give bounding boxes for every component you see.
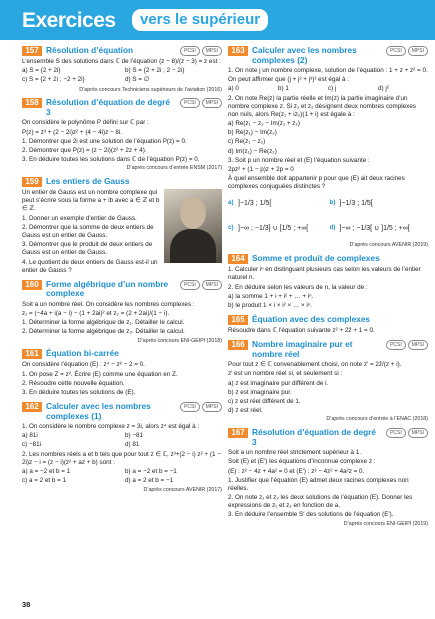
exercise-header xyxy=(22,46,222,56)
exercise-line: On considère l’équation (E) : z⁴ − z² − 2 = 0. xyxy=(22,361,145,369)
exercise-number: 159 xyxy=(22,177,42,187)
exercise-tags xyxy=(386,46,428,56)
answer-grid xyxy=(22,468,222,486)
exercise-number: 164 xyxy=(228,254,248,264)
option-letter: a) xyxy=(228,199,234,207)
exercise-157 xyxy=(22,46,222,93)
answer-option: d) j² xyxy=(378,85,389,93)
exercise-line: Soit a un nombre réel strictement supérieur à 1. xyxy=(228,449,362,457)
interval-option xyxy=(330,193,429,215)
exercise-165 xyxy=(228,315,428,335)
source-note: D’après concours AVENIR (2017) xyxy=(143,487,222,494)
tag-badge: MPSI xyxy=(202,46,222,56)
exercise-header xyxy=(228,428,428,447)
interval-option xyxy=(228,193,327,215)
exercise-body xyxy=(22,361,222,397)
portrait-coat xyxy=(170,229,216,263)
exercise-title: Calculer avec les nombres complexes (2) xyxy=(252,45,357,65)
option-interval: ]−∞ ; −1/3] ∪ [1/5 ; +∞[ xyxy=(238,225,309,233)
answer-option: a) S = {2 + 2i} xyxy=(22,67,61,75)
source-note: D’après concours d’entrée à l’ENAC (2018) xyxy=(326,416,428,423)
exercise-line: 1. Démontrer que 2i est une solution de l’équation P(z) = 0. xyxy=(22,137,187,145)
interval-options xyxy=(228,193,428,240)
exercise-body xyxy=(22,119,222,164)
exercise-167 xyxy=(228,428,428,527)
exercise-tags xyxy=(386,340,428,350)
exercise-line: 1. On note j un nombre complexe, solution de l’équation : 1 + z + z² = 0. xyxy=(228,67,428,74)
exercise-body xyxy=(228,67,428,240)
left-column xyxy=(22,46,222,499)
exercise-line: 1. On pose Z = z². Écrire (E) comme une équation en Z. xyxy=(22,370,178,378)
answer-option: a) 0 xyxy=(228,85,239,93)
exercise-line: Pour tout z ∈ ℂ convenablement choisi, on note z′ = 2z̄/(z + i). xyxy=(228,361,402,369)
answer-option: d) 81 xyxy=(125,441,140,449)
exercise-line: c) z est réel différent de 1. xyxy=(228,398,301,405)
source-note: D’après concours AVENIR (2019) xyxy=(349,242,428,249)
exercise-163 xyxy=(228,46,428,249)
answer-option: c) a = 2 et b = 1 xyxy=(22,477,67,485)
interval-option xyxy=(330,218,429,240)
exercise-number: 157 xyxy=(22,46,42,56)
exercise-158 xyxy=(22,98,222,172)
tag-badge: PCSI xyxy=(386,46,406,56)
exercise-line: On peut affirmer que (j + j² + j³)³ est égal à : xyxy=(228,76,349,84)
answer-grid xyxy=(22,67,222,85)
tag-badge: PCSI xyxy=(180,46,200,56)
exercise-line: b) le produit 1 × i × i² × … × iⁿ. xyxy=(228,301,312,309)
exercise-line: 2. En déduire selon les valeurs de n, la valeur de : xyxy=(228,283,368,291)
exercise-title: Les entiers de Gauss xyxy=(46,176,130,187)
exercise-line: Soit a un nombre réel. On considère les nombres complexes : xyxy=(22,300,195,308)
exercise-number: 163 xyxy=(228,46,248,56)
option-interval: ]−1/3 ; 1/5[ xyxy=(238,200,272,208)
exercise-header xyxy=(22,349,222,359)
exercise-title: Forme algébrique d’un nombre complexe xyxy=(46,278,169,299)
exercise-line: L’ensemble S des solutions dans ℂ de l’équation (z − 8)/(z − 3) = z est : xyxy=(22,58,221,65)
tag-badge: PCSI xyxy=(180,98,200,108)
exercise-line: 1. Déterminer la forme algébrique de z₁. Détailler le calcul. xyxy=(22,319,185,327)
exercise-header xyxy=(228,254,428,264)
exercise-title: Nombre imaginaire pur et nombre réel xyxy=(252,339,353,359)
source-note: D’après concours d’entrée ENSM (2017) xyxy=(126,165,222,172)
answer-option: a) 81i xyxy=(22,432,38,440)
exercise-number: 162 xyxy=(22,402,42,412)
exercise-body xyxy=(228,327,428,335)
option-interval: ]−1/3 ; 1/5[ xyxy=(339,200,373,208)
answer-option: d) S = ∅ xyxy=(125,76,150,84)
exercise-tags xyxy=(386,428,428,438)
exercise-line: P(z) = z³ + (2 − 2i)z² + (4 − 4i)z − 8i. xyxy=(22,128,123,136)
exercise-title: Résolution d’équation de degré 3 xyxy=(46,97,170,117)
exercise-header xyxy=(22,98,222,117)
exercise-line: 2. Les nombres réels a et b tels que pour tout z ∈ ℂ, z³+(2 − i) z² + (1 − 2i)z − i = (z − i)(z² + az + b) sont : xyxy=(22,450,221,466)
exercise-line: z₁ = (−4a + i(a − i) − (1 + 2ai)² et z₂ = (2 + 2ai)/(1 − i). xyxy=(22,310,170,318)
exercise-title: Équation avec des complexes xyxy=(252,314,371,325)
tag-badge: PCSI xyxy=(180,280,200,290)
exercise-line: 3. En déduire toutes les solutions dans ℂ de l’équation P(z) = 0. xyxy=(22,156,200,164)
page-subtitle: vers le supérieur xyxy=(132,9,268,31)
exercise-title: Équation bi-carrée xyxy=(46,348,119,359)
exercise-line: 4. Le quotient de deux entiers de Gauss est-il un entier de Gauss ? xyxy=(22,258,158,274)
answer-option: b) S = {2 + 2i ; 2 − 2i} xyxy=(125,67,185,75)
tag-badge: PCSI xyxy=(386,428,406,438)
exercise-tags xyxy=(180,98,222,108)
exercise-line: c) Re(z₁ − z₂) xyxy=(228,138,266,146)
exercise-title: Résolution d’équation de degré 3 xyxy=(252,427,376,447)
exercise-title: Calculer avec les nombres complexes (1) xyxy=(46,401,151,421)
exercise-tags xyxy=(180,402,222,412)
header-band xyxy=(0,0,435,40)
exercise-line: 2. On note Re(z) la partie réelle et Im(z) la partie imaginaire d’un nombre complexe z. Si z₁ et z₂ désignent deux nombres complexes non nuls, alors Re(z₁ + iz₂)(1 + i) est égale à : xyxy=(228,94,416,118)
exercise-line: À quel ensemble doit appartenir p pour que (E) ait deux racines complexes conjuguées distinctes ? xyxy=(228,175,405,191)
exercise-line: 1. On considère le nombre complexe z = 3i, alors z⁴ est égal à : xyxy=(22,423,200,431)
exercise-tags xyxy=(180,280,222,290)
tag-badge: MPSI xyxy=(408,46,428,56)
exercise-number: 158 xyxy=(22,98,42,108)
exercise-number: 161 xyxy=(22,349,42,359)
interval-option xyxy=(228,218,327,240)
tag-badge: PCSI xyxy=(180,402,200,412)
exercise-line: Résoudre dans ℂ l’équation suivante z² + 2z̄ + 1 = 0. xyxy=(228,327,375,335)
option-interval: ]−∞ ; −1/3[ ∪ ]1/5 ; +∞[ xyxy=(339,225,410,233)
exercise-line: z′ est un nombre réel si, et seulement si : xyxy=(228,370,343,378)
exercise-number: 167 xyxy=(228,428,248,438)
option-letter: d) xyxy=(329,224,336,232)
exercise-line: a) Re(z₁ − z₂ − Im(z₁ + z₂) xyxy=(228,120,300,128)
exercise-header xyxy=(228,46,428,65)
tag-badge: MPSI xyxy=(202,280,222,290)
exercise-line: 2. On note z₁ et z₂ les deux solutions de l’équation (E). Donner les expressions de z₁ et z₂ en fonction de a. xyxy=(228,494,413,510)
exercise-line: a) z est imaginaire pur différent de i. xyxy=(228,379,329,387)
tag-badge: MPSI xyxy=(202,402,222,412)
answer-option: a) a = −2 et b = 1 xyxy=(22,467,71,475)
exercise-body xyxy=(22,58,222,86)
tag-badge: MPSI xyxy=(408,428,428,438)
portrait-head xyxy=(180,197,206,229)
exercise-line: 1. Calculer iⁿ en distinguant plusieurs cas selon les valeurs de l’entier naturel n. xyxy=(228,266,421,282)
exercise-number: 166 xyxy=(228,340,248,350)
exercise-line: 1. Justifier que l’équation (E) admet deux racines complexes non réelles. xyxy=(228,476,409,492)
exercise-body xyxy=(22,301,222,337)
exercise-line: 2. Déterminer la forme algébrique de z₂. Détailler le calcul. xyxy=(22,328,185,336)
answer-option: b) 1 xyxy=(278,85,289,93)
source-note: D’après concours ENI-GEIPI (2019) xyxy=(343,520,428,527)
answer-grid xyxy=(228,85,428,94)
exercise-header xyxy=(22,280,222,299)
exercise-line: d) z est réel. xyxy=(228,407,263,415)
answer-option: c) S = {2 + 2i ; −2 + 2i} xyxy=(22,76,85,84)
exercise-164 xyxy=(228,254,428,310)
exercise-line: 3. Démontrer que le produit de deux entiers de Gauss est un entier de Gauss. xyxy=(22,241,153,257)
answer-option: b) −81 xyxy=(125,432,144,440)
exercise-body xyxy=(228,266,428,310)
exercise-line: Un entier de Gauss est un nombre complexe qui peut s’écrire sous la forme a + ib avec a ∈ ℤ et b ∈ ℤ. xyxy=(22,189,160,213)
exercise-line: b) Re(z₁) − Im(z₂) xyxy=(228,129,277,137)
tag-badge: PCSI xyxy=(386,340,406,350)
exercise-162 xyxy=(22,402,222,494)
exercise-line: 2. Résoudre cette nouvelle équation. xyxy=(22,379,125,387)
exercise-line: (E) : z² − 4z + 4a² = 0 et (E′) : z³ − 4z² + 4a²z = 0. xyxy=(228,467,365,475)
tag-badge: MPSI xyxy=(202,98,222,108)
exercise-header xyxy=(22,402,222,421)
answer-option: c) j xyxy=(328,85,337,93)
portrait-photo xyxy=(164,189,222,263)
exercise-line: 3. En déduire l’ensemble S′ des solutions de l’équation (E′). xyxy=(228,511,394,519)
exercise-line: b) z est imaginaire pur. xyxy=(228,388,292,396)
exercise-number: 165 xyxy=(228,315,248,325)
page-number: 38 xyxy=(22,600,31,609)
exercise-number: 160 xyxy=(22,280,42,290)
exercise-line: On considère le polynôme P défini sur ℂ par : xyxy=(22,119,149,127)
page-title: Exercices xyxy=(22,9,116,32)
source-note: D’après concours Techniciens supérieurs de l’aviation (2016) xyxy=(79,86,222,93)
exercise-line: 2pz² + (1 − p)z + 2p = 0 xyxy=(228,165,294,173)
tag-badge: MPSI xyxy=(408,340,428,350)
exercise-161 xyxy=(22,349,222,397)
exercise-line: 1. Donner un exemple d’entier de Gauss. xyxy=(22,214,137,222)
exercise-body xyxy=(22,423,222,486)
answer-option: c) −81i xyxy=(22,441,42,449)
exercise-header xyxy=(228,315,428,325)
exercise-line: 2. Démontrer que P(z) = (z − 2i)(z² + 2z + 4). xyxy=(22,146,147,154)
exercise-header xyxy=(228,340,428,359)
exercise-title: Résolution d’équation xyxy=(46,45,134,55)
exercise-line: Soit (E) et (E′) les équations d’inconnue complexe z : xyxy=(228,458,376,466)
answer-option: d) a = 2 et b = −1 xyxy=(125,477,174,485)
exercise-header xyxy=(22,177,222,187)
exercise-line: d) Im(z₁) − Re(z₂) xyxy=(228,147,277,155)
exercise-line: 3. En déduire toutes les solutions de (E). xyxy=(22,388,136,396)
exercise-159 xyxy=(22,177,222,275)
source-note: D’après concours ENI-GEIPI (2018) xyxy=(137,337,222,344)
answer-option: b) a = −2 et b = −1 xyxy=(125,467,177,475)
option-letter: c) xyxy=(228,224,234,232)
answer-grid xyxy=(22,432,222,450)
exercise-line: 3. Soit p un nombre réel et (E) l’équation suivante : xyxy=(228,156,370,164)
exercise-body xyxy=(228,449,428,519)
exercise-166 xyxy=(228,340,428,423)
exercise-line: 2. Démontrer que la somme de deux entiers de Gauss est un entier de Gauss. xyxy=(22,223,154,239)
exercise-line: a) la somme 1 + i + i² + … + iⁿ. xyxy=(228,292,314,300)
exercise-body xyxy=(228,361,428,415)
exercise-title: Somme et produit de complexes xyxy=(252,253,380,264)
option-letter: b) xyxy=(329,199,336,207)
exercise-tags xyxy=(180,46,222,56)
exercise-160 xyxy=(22,280,222,345)
right-column xyxy=(228,46,428,532)
